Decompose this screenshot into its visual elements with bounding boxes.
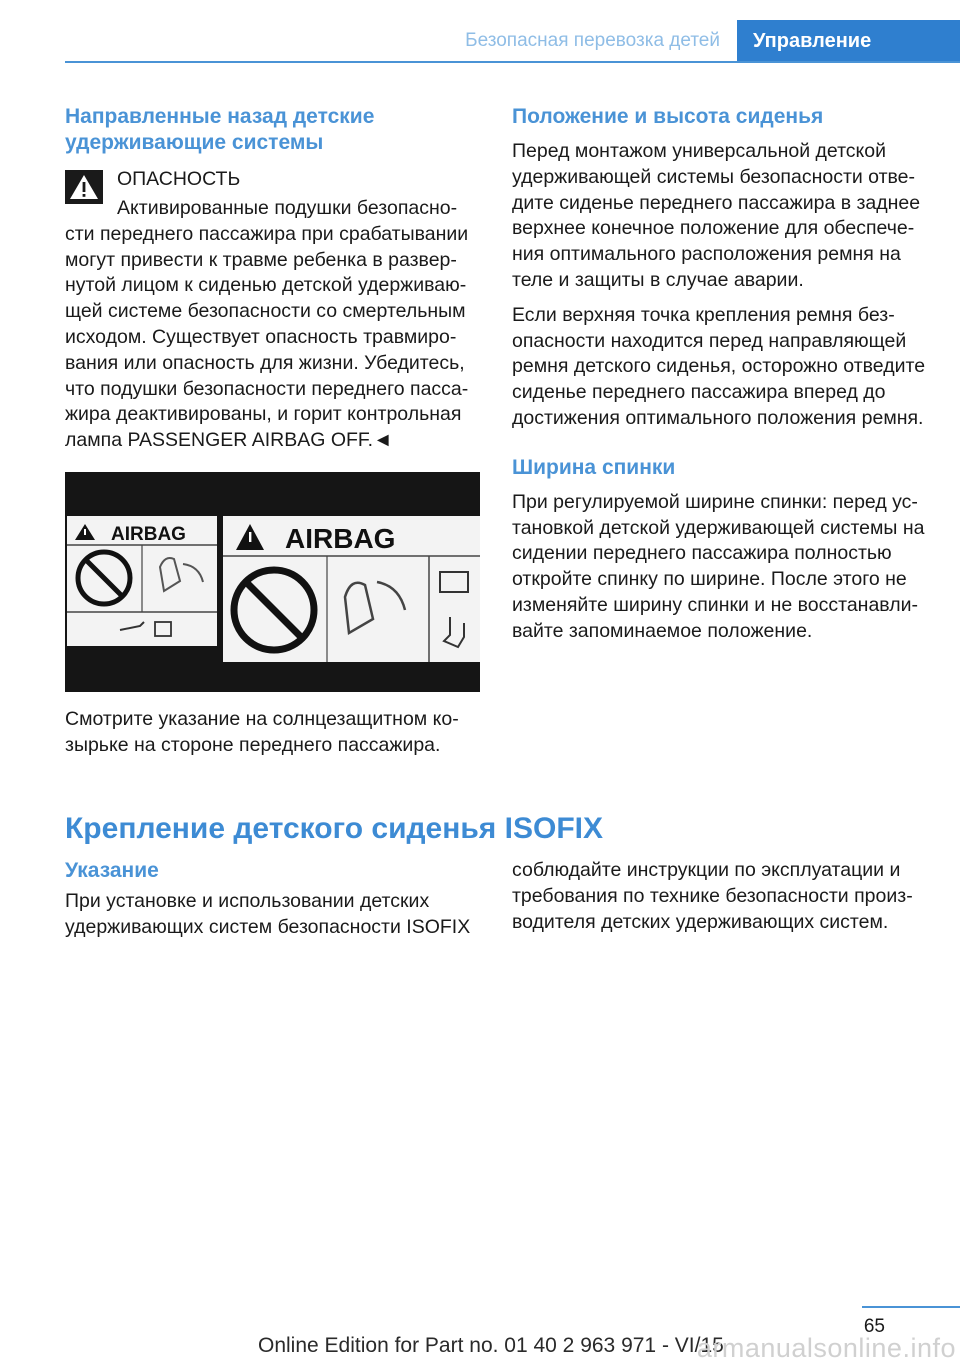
danger-warning xyxy=(65,166,480,192)
seat-position-heading: Положение и высота сиденья xyxy=(512,105,824,128)
left-column xyxy=(65,104,480,454)
warning-text xyxy=(65,196,480,454)
small-label-text: AIRBAG xyxy=(111,524,186,545)
photo-caption: Смотрите указание на солнцезащитном козырьке на стороне переднего пассажира. xyxy=(65,708,459,756)
backrest-width-para: При регулируемой ширине спинки: перед установкой детской удерживающей системы на сидении переднего пассажира полностью откройте спинку по ширине. После этого не изменяйте ширину спинки и не восстанавливайте запоминаемое положение. xyxy=(512,490,925,642)
header-chapter-tab: Управление xyxy=(737,20,960,63)
header-rule xyxy=(65,61,960,63)
warning-triangle-svg xyxy=(65,170,103,204)
footer-rule xyxy=(862,1306,960,1308)
rear-facing-heading: Направленные назад детские удерживающие системы xyxy=(65,105,375,154)
isofix-heading: Крепление детского сиденья ISOFIX xyxy=(65,812,603,845)
isofix-left xyxy=(65,858,480,941)
right-column xyxy=(512,104,927,645)
isofix-note-heading: Указание xyxy=(65,859,159,882)
airbag-labels-illustration xyxy=(65,472,480,692)
large-label-text: AIRBAG xyxy=(285,523,396,554)
watermark: armanualsonline.info xyxy=(696,1333,956,1363)
edition-line: Online Edition for Part no. 01 40 2 963 971 - VI/15 xyxy=(258,1334,724,1357)
page-number: 65 xyxy=(863,1316,885,1337)
isofix-note-text-right: соблюдайте инструкции по эксплуатации и требования по технике безопасности производителя детских удерживающих систем. xyxy=(512,859,913,933)
airbag-label-photo xyxy=(65,472,480,692)
backrest-width-heading: Ширина спинки xyxy=(512,455,676,479)
photo-caption-block xyxy=(65,707,480,759)
warning-title: ОПАСНОСТЬ xyxy=(117,168,241,190)
seat-position-para-1: Перед монтажом универсальной детской удерживающей системы безопасности отведите сиденье переднего пассажира в заднее верхнее конечное положение для обеспечения оптимального расположения ремня на теле и защиты в случае аварии. xyxy=(512,140,921,291)
warning-triangle-icon xyxy=(65,170,103,204)
header-section-title: Безопасная перевозка детей xyxy=(465,30,720,51)
seat-position-para-2: Если верхняя точка крепления ремня безопасности находится перед направляющей ремня детского сиденья, осторожно отведите сиденье переднего пассажира вперед до достижения оптимального положения ремня. xyxy=(512,303,926,429)
isofix-right xyxy=(512,858,927,935)
isofix-note-text-left: При установке и использовании детских удерживающих систем безопасности ISOFIX xyxy=(65,890,471,938)
warning-text-body: Активированные подушки безопасности переднего пассажира при срабатывании могут привести к травме ребенка в развернутой лицом к сиденью детской удерживающей системе безопасности со смертельным исходом. Существует опасность травмирования или опасность для жизни. Убедитесь, что подушки безопасности переднего пассажира деактивированы, и горит контрольная лампа PASSENGER AIRBAG OFF.◄ xyxy=(65,197,469,452)
